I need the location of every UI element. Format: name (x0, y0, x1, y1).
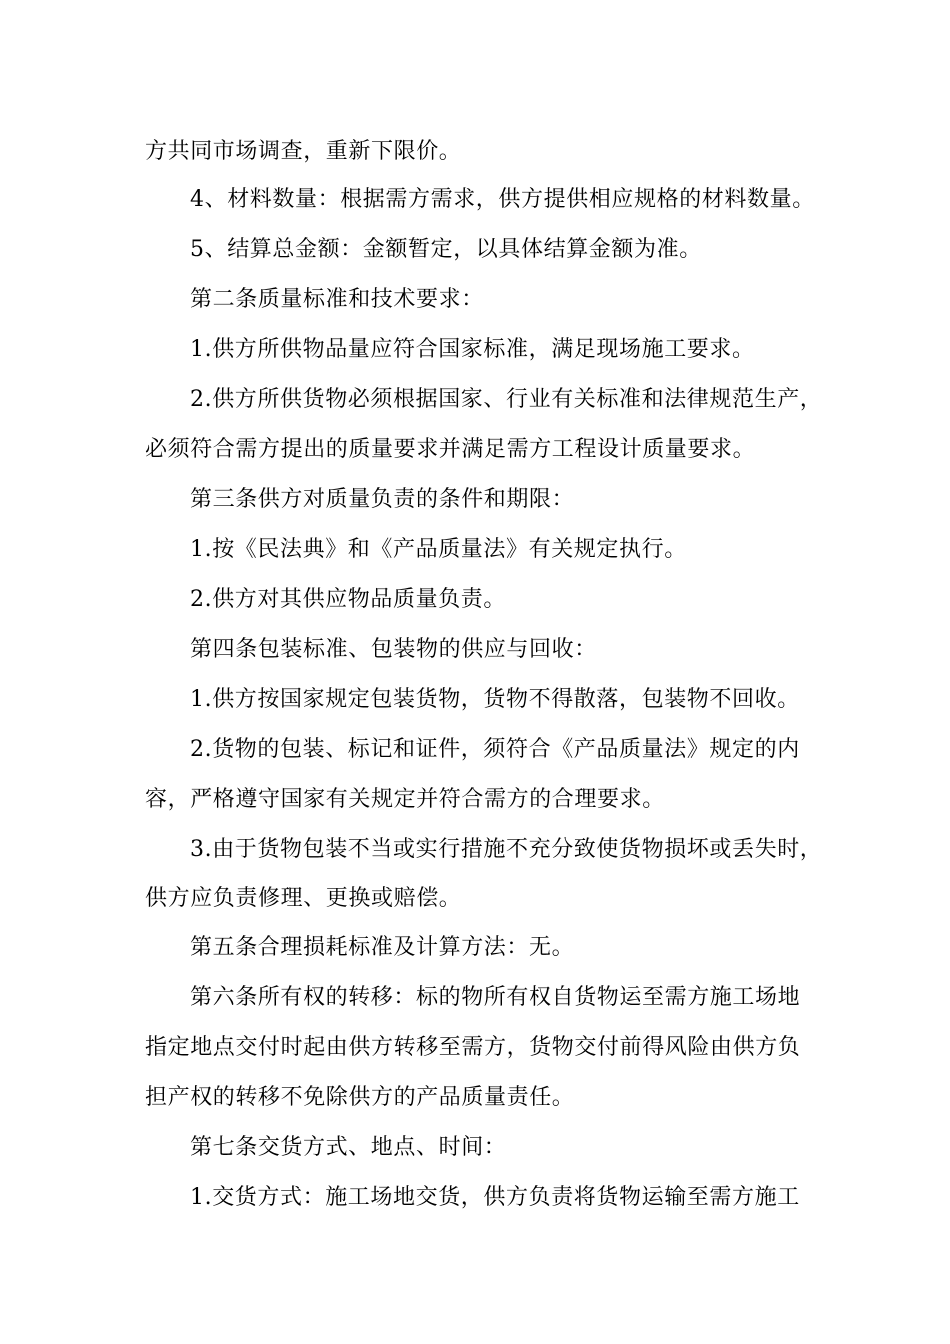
text-line: 1.按《民法典》和《产品质量法》有关规定执行。 (190, 537, 687, 562)
text-line: 担产权的转移不免除供方的产品质量责任。 (145, 1085, 575, 1110)
text-line: 容，严格遵守国家有关规定并符合需方的合理要求。 (145, 787, 665, 812)
text-line: 第三条供方对质量负责的条件和期限： (190, 487, 575, 512)
text-line: 第六条所有权的转移：标的物所有权自货物运至需方施工场地 (190, 985, 801, 1010)
text-line: 3.由于货物包装不当或实行措施不充分致使货物损坏或丢失时， (190, 837, 823, 862)
text-line: 2.货物的包装、标记和证件，须符合《产品质量法》规定的内 (190, 737, 800, 762)
text-line: 2.供方对其供应物品质量负责。 (190, 587, 506, 612)
text-line: 第二条质量标准和技术要求： (190, 287, 484, 312)
text-line: 1.供方所供物品量应符合国家标准，满足现场施工要求。 (190, 337, 755, 362)
text-line: 5、结算总金额：金额暂定，以具体结算金额为准。 (190, 237, 702, 262)
text-line: 指定地点交付时起由供方转移至需方，货物交付前得风险由供方负 (145, 1035, 801, 1060)
text-line: 1.交货方式：施工场地交货，供方负责将货物运输至需方施工 (190, 1185, 800, 1210)
text-line: 第四条包装标准、包装物的供应与回收： (190, 637, 597, 662)
text-line: 必须符合需方提出的质量要求并满足需方工程设计质量要求。 (145, 437, 756, 462)
text-line: 4、材料数量：根据需方需求，供方提供相应规格的材料数量。 (190, 187, 815, 212)
text-line: 2.供方所供货物必须根据国家、行业有关标准和法律规范生产， (190, 387, 823, 412)
text-line: 1.供方按国家规定包装货物，货物不得散落，包装物不回收。 (190, 687, 800, 712)
text-line: 供方应负责修理、更换或赔偿。 (145, 886, 462, 911)
text-line: 第五条合理损耗标准及计算方法：无。 (190, 935, 575, 960)
text-line: 方共同市场调查，重新下限价。 (145, 139, 462, 164)
text-line: 第七条交货方式、地点、时间： (190, 1135, 507, 1160)
